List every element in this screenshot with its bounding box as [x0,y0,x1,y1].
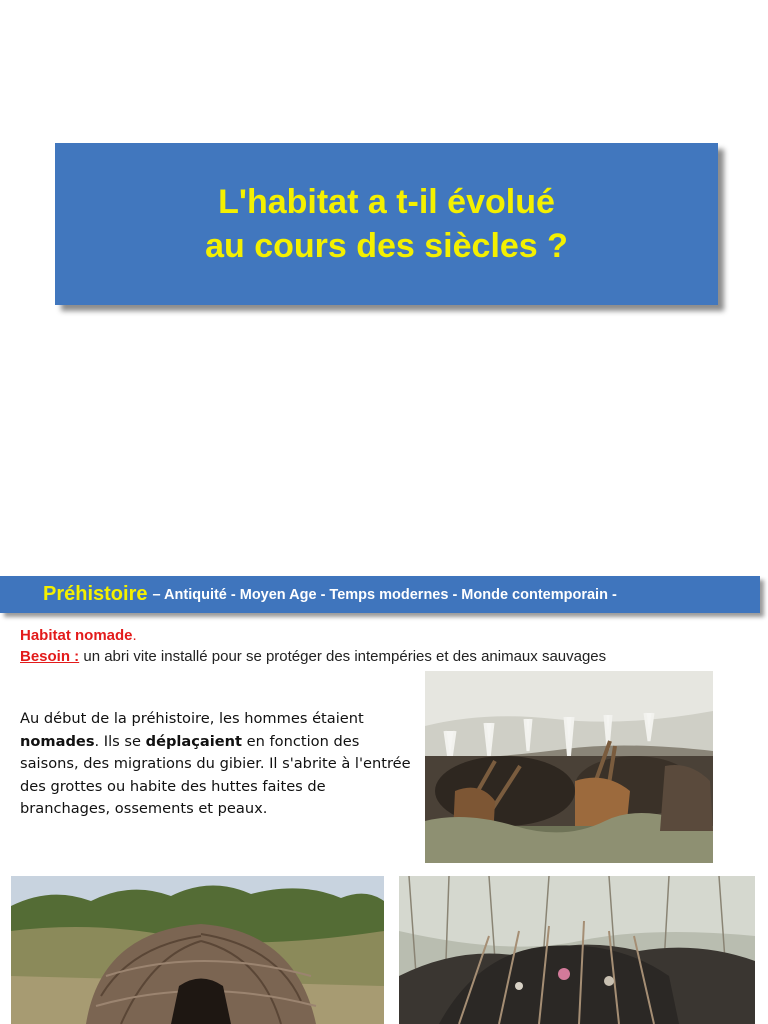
cave-shelter-photo [425,671,713,863]
para-bold-nomades: nomades [20,732,95,750]
habitat-type-end: . [132,627,137,644]
timeline-banner [0,576,760,613]
timeline-rest: – Antiquité - Moyen Age - Temps modernes - Monde contemporain - [152,586,617,603]
need-label: Besoin : [20,648,80,665]
para-bold-deplacaient: déplaçaient [145,732,243,750]
dome-hut-photo [11,876,384,1024]
para-text-3: en fonction des saisons, des migrations du gibier. Il s'abrite à l'entrée des grottes ou habite des huttes faites de branchages, ossements et peaux. [20,732,411,817]
para-text-2: . Ils se [94,732,146,750]
timeline-current: Préhistoire [43,583,148,605]
need-text: un abri vite installé pour se protéger des intempéries et des animaux sauvages [79,648,607,665]
branch-hut-photo [399,876,755,1024]
description-paragraph [20,708,415,821]
title-line-1: L'habitat a t-il évolué [218,183,555,221]
slide-title [55,143,718,305]
para-text-1: Au début de la préhistoire, les hommes étaient [20,710,364,727]
habitat-need [20,648,606,665]
habitat-type-label: Habitat nomade [20,627,133,644]
title-line-2: au cours des siècles ? [205,227,568,265]
habitat-type [20,627,137,644]
